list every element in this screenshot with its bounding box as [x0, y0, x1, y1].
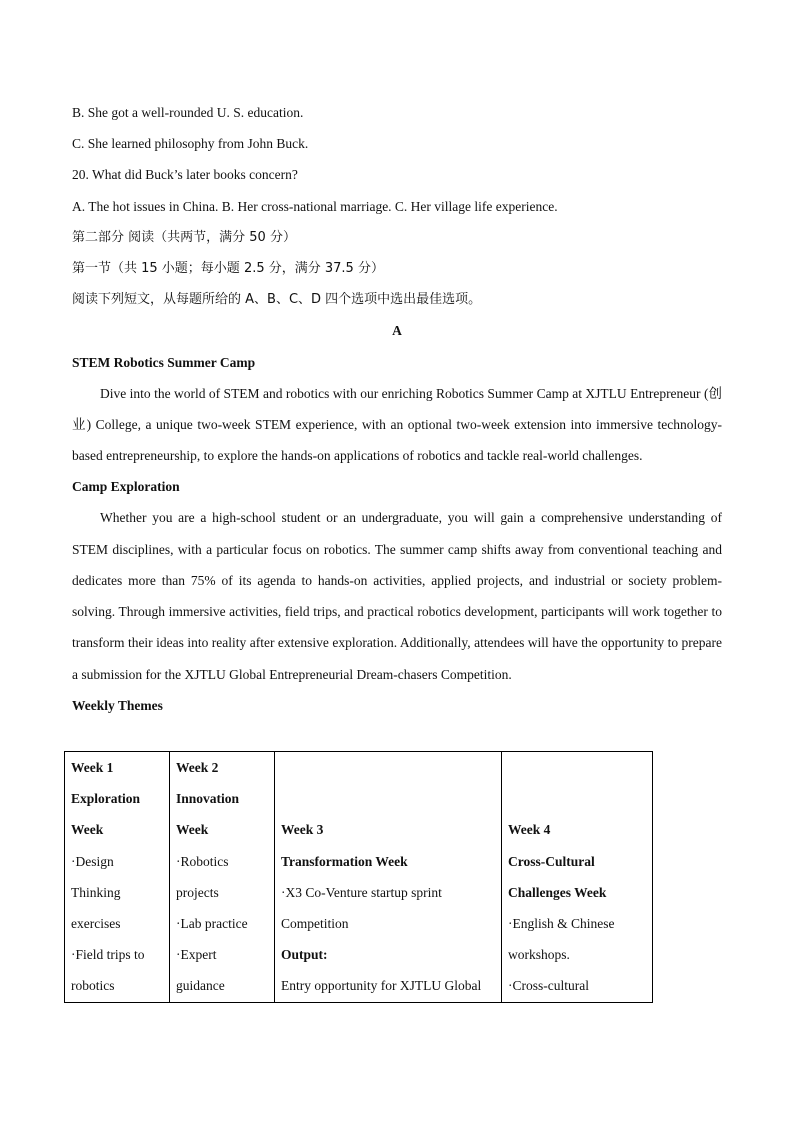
table-cell-line: ·Lab practice [176, 916, 248, 932]
table-cell-line: ·Cross-cultural [508, 978, 589, 994]
table-cell-line: Exploration [71, 791, 141, 807]
table-cell-line: ·Expert [176, 947, 217, 963]
table-cell-line: Week [71, 822, 104, 838]
table-cell-line: Week 3 [281, 822, 324, 838]
week-2-cell [170, 752, 275, 1003]
passage-label: A [392, 323, 402, 339]
table-cell-line: Output: [281, 947, 328, 963]
week-3-cell [275, 752, 502, 1003]
table-cell-line: Innovation [176, 791, 240, 807]
table-cell-line: Transformation Week [281, 853, 408, 869]
table-cell-line: Week 4 [508, 822, 551, 838]
table-cell-line: ·X3 Co-Venture startup sprint [281, 884, 442, 900]
exploration-paragraph: Whether you are a high-school student or an undergraduate, you will gain a comprehensive understanding of STEM disciplines, with a particular focus on robotics. The summer camp shifts away from conventional teaching and dedicates more than 75% of its agenda to hands-on activities, applied projects, and industrial or society problem-solving. Through immersive activities, field trips, and practical robotics development, participants will work together to transform their ideas into reality after extensive exploration. Additionally, attendees will have the opportunity to prepare a submission for the XJTLU Global Entrepreneurial Dream-chasers Competition. [72, 510, 722, 682]
table-cell-line: Thinking [71, 884, 121, 900]
table-cell-line: ·Design [71, 853, 114, 869]
table-cell-line: ·Field trips to [71, 947, 145, 963]
table-cell-line: Entry opportunity for XJTLU Global [281, 978, 482, 994]
table-cell-line: guidance [176, 978, 225, 994]
table-cell-line: workshops. [508, 947, 570, 963]
week-4-cell [502, 752, 653, 1003]
table-cell-line: exercises [71, 916, 121, 932]
table-cell-line: Cross-Cultural [508, 853, 595, 869]
section-subpart-heading: 第一节（共 15 小题；每小题 2.5 分，满分 37.5 分） [72, 260, 384, 276]
table-cell-line: projects [176, 884, 219, 900]
option-b: B. She got a well-rounded U. S. education. [72, 105, 304, 120]
section-part-heading: 第二部分 阅读（共两节，满分 50 分） [72, 229, 296, 245]
option-c: C. She learned philosophy from John Buck. [72, 136, 309, 152]
question-20: 20. What did Buck’s later books concern? [72, 167, 298, 183]
table-row [65, 752, 653, 1003]
table-cell-line: robotics [71, 978, 115, 994]
week-1-cell [65, 752, 170, 1003]
passage-title: STEM Robotics Summer Camp [72, 354, 256, 370]
table-cell-line: Challenges Week [508, 884, 607, 900]
weekly-themes-table [64, 751, 653, 1003]
exploration-heading: Camp Exploration [72, 479, 180, 495]
table-cell-line: Week [176, 822, 209, 838]
table-cell-line: Competition [281, 916, 349, 932]
themes-heading: Weekly Themes [72, 697, 163, 713]
intro-paragraph: Dive into the world of STEM and robotics with our enriching Robotics Summer Camp at XJTLU Entrepreneur (创业) College, a unique two-week STEM experience, with an optional two-week extension into immersive technology-based entrepreneurship, to explore the hands-on applications of robotics and tackle real-world challenges. [72, 385, 722, 464]
table-cell-line: ·Robotics [176, 853, 229, 869]
table-cell-line: Week 1 [71, 760, 114, 775]
table-cell-line: Week 2 [176, 760, 219, 775]
table-cell-line: ·English & Chinese [508, 916, 615, 932]
question-20-options: A. The hot issues in China. B. Her cross-national marriage. C. Her village life experience. [72, 198, 558, 214]
document-page [72, 97, 722, 721]
section-instruction: 阅读下列短文，从每题所给的 A、B、C、D 四个选项中选出最佳选项。 [72, 292, 482, 308]
